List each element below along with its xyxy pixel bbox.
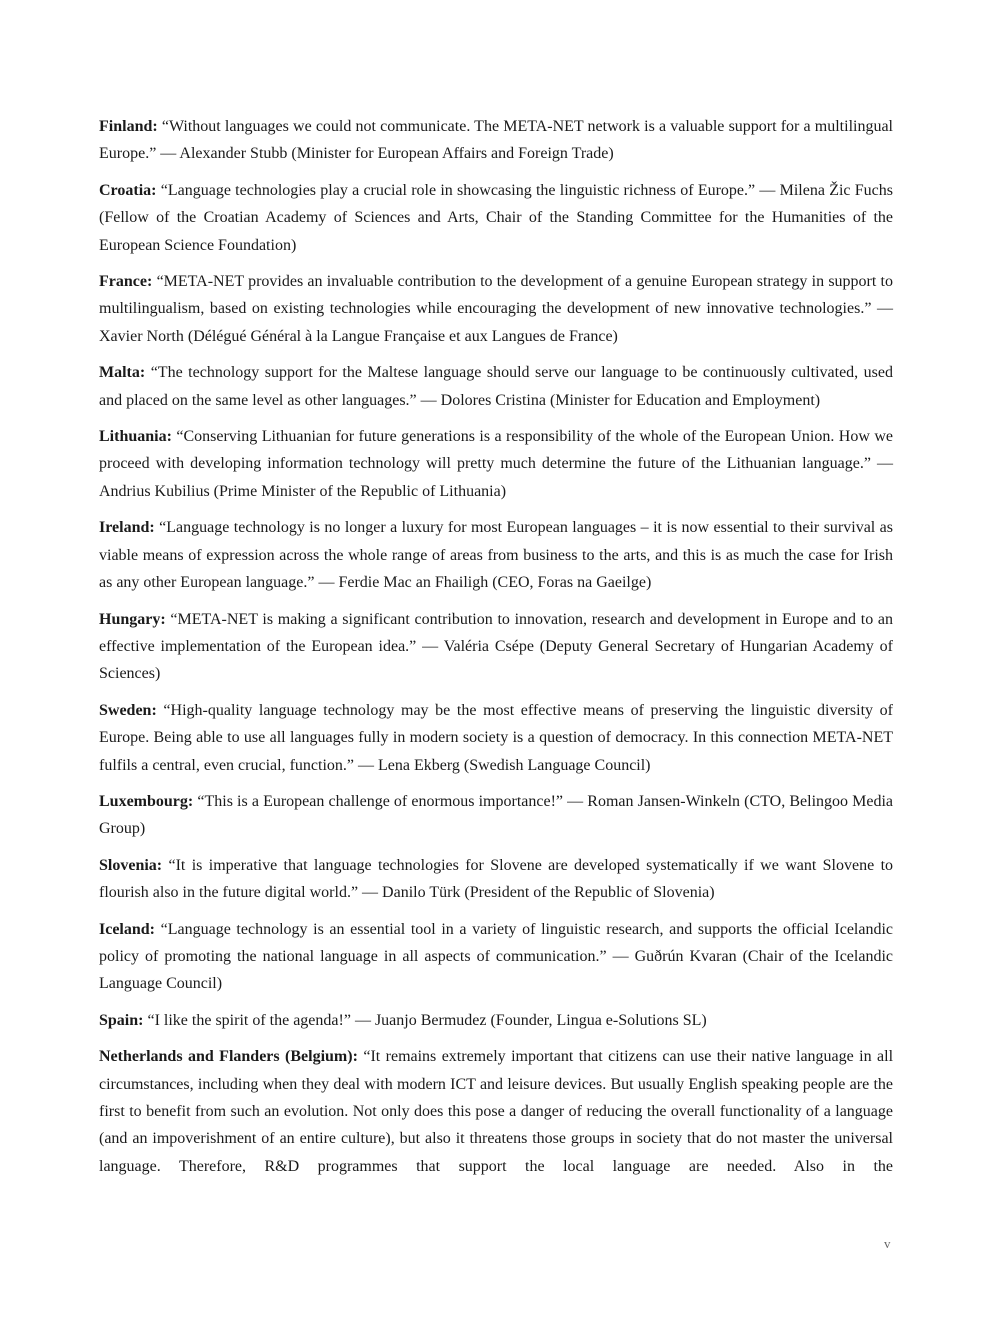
quote-entry-croatia [99,177,893,259]
quote-text: “I like the spirit of the agenda!” — Juanjo Bermudez (Founder, Lingua e-Solutions SL) [147,1011,707,1029]
quote-entry-iceland [99,916,893,998]
quote-text: “Without languages we could not communicate. The META-NET network is a valuable support for a multilingual Europe.” — Alexander Stubb (Minister for European Affairs and Foreign Trade) [99,118,894,163]
quote-entry-finland [99,113,893,168]
quote-entry-malta [99,359,893,414]
country-label: Lithuania: [99,428,172,446]
quote-text: “Language technology is an essential tool in a variety of linguistic research, and supports the official Icelandic policy of promoting the national language in all aspects of communication.” — Guðrún Kvaran (Chair of the Icelandic Language Council) [99,920,894,993]
quote-entry-france [99,268,893,350]
quote-text: “It remains extremely important that citizens can use their native language in all circumstances, including when they deal with modern ICT and leisure devices. But usually English speaking people are the first to benefit from such an evolution. Not only does this pose a danger of reducing the overall functionality of a language (and an impoverishment of an entire culture), but also it threatens those groups in society that do not master the universal language. Therefore, R&D programmes that support the local language are needed. Also in the [99,1048,894,1175]
quote-text: “This is a European challenge of enormous importance!” — Roman Jansen-Winkeln (CTO, Belingoo Media Group) [99,792,894,838]
quote-text: “Language technologies play a crucial role in showcasing the linguistic richness of Europe.” — Milena Žic Fuchs (Fellow of the Croatian Academy of Sciences and Arts, Chair of the Standing Committee for the Humanities of the European Science Foundation) [99,181,894,254]
country-label: Sweden: [99,701,157,719]
quote-text: “META-NET is making a significant contribution to innovation, research and development in Europe and to an effective implementation of the European idea.” — Valéria Csépe (Deputy General Secretary of Hungarian Academy of Sciences) [99,610,894,683]
country-label: Hungary: [99,610,166,628]
country-label: Spain: [99,1011,144,1029]
quote-entry-luxembourg [99,788,893,843]
quote-text: “It is imperative that language technologies for Slovene are developed systematically if we want Slovene to flourish also in the future digital world.” — Danilo Türk (President of the Republic of Slovenia) [99,856,894,902]
quotes-list [99,113,893,1189]
quote-text: “The technology support for the Maltese language should serve our language to be continuously cultivated, used and placed on the same level as other languages.” — Dolores Cristina (Minister for Education and Employment) [99,364,893,409]
quote-entry-netherlands [99,1043,893,1180]
quote-entry-hungary [99,606,893,688]
country-label: Ireland: [99,519,155,537]
country-label: Iceland: [99,920,155,938]
quote-text: “META-NET provides an invaluable contribution to the development of a genuine European strategy in support to multilingualism, based on existing technologies while encouraging the development of new innovative technologies.” — Xavier North (Délégué Général à la Langue Française et aux Langues de France) [99,273,894,345]
country-label: Luxembourg: [99,792,194,810]
quote-text: “Language technology is no longer a luxury for most European languages – it is now essential to their survival as viable means of expression across the whole range of areas from business to the arts, and this is as much the case for Irish as any other European language.” — Ferdie Mac an Fhailigh (CEO, Foras na Gaeilge) [99,519,893,592]
country-label: Slovenia: [99,856,163,874]
quote-entry-ireland [99,514,893,596]
quote-text: “Conserving Lithuanian for future generations is a responsibility of the whole of the European Union. How we proceed with developing information technology will pretty much determine the future of the Lithuanian language.” — Andrius Kubilius (Prime Minister of the Republic of Lithuania) [99,428,894,500]
country-label: Croatia: [99,181,157,199]
quote-text: “High-quality language technology may be the most effective means of preserving the linguistic diversity of Europe. Being able to use all languages fully in modern society is a question of democracy. In this connection META-NET fulfils a central, even crucial, function.” — Lena Ekberg (Swedish Language Council) [99,701,893,774]
quote-entry-sweden [99,697,893,779]
country-label: Netherlands and Flanders (Belgium): [99,1048,358,1066]
country-label: Malta: [99,364,146,382]
page-number: v [884,1236,891,1251]
country-label: Finland: [99,118,158,135]
quote-entry-lithuania [99,423,893,505]
quote-entry-slovenia [99,852,893,907]
country-label: France: [99,273,153,291]
quote-entry-spain [99,1007,893,1034]
